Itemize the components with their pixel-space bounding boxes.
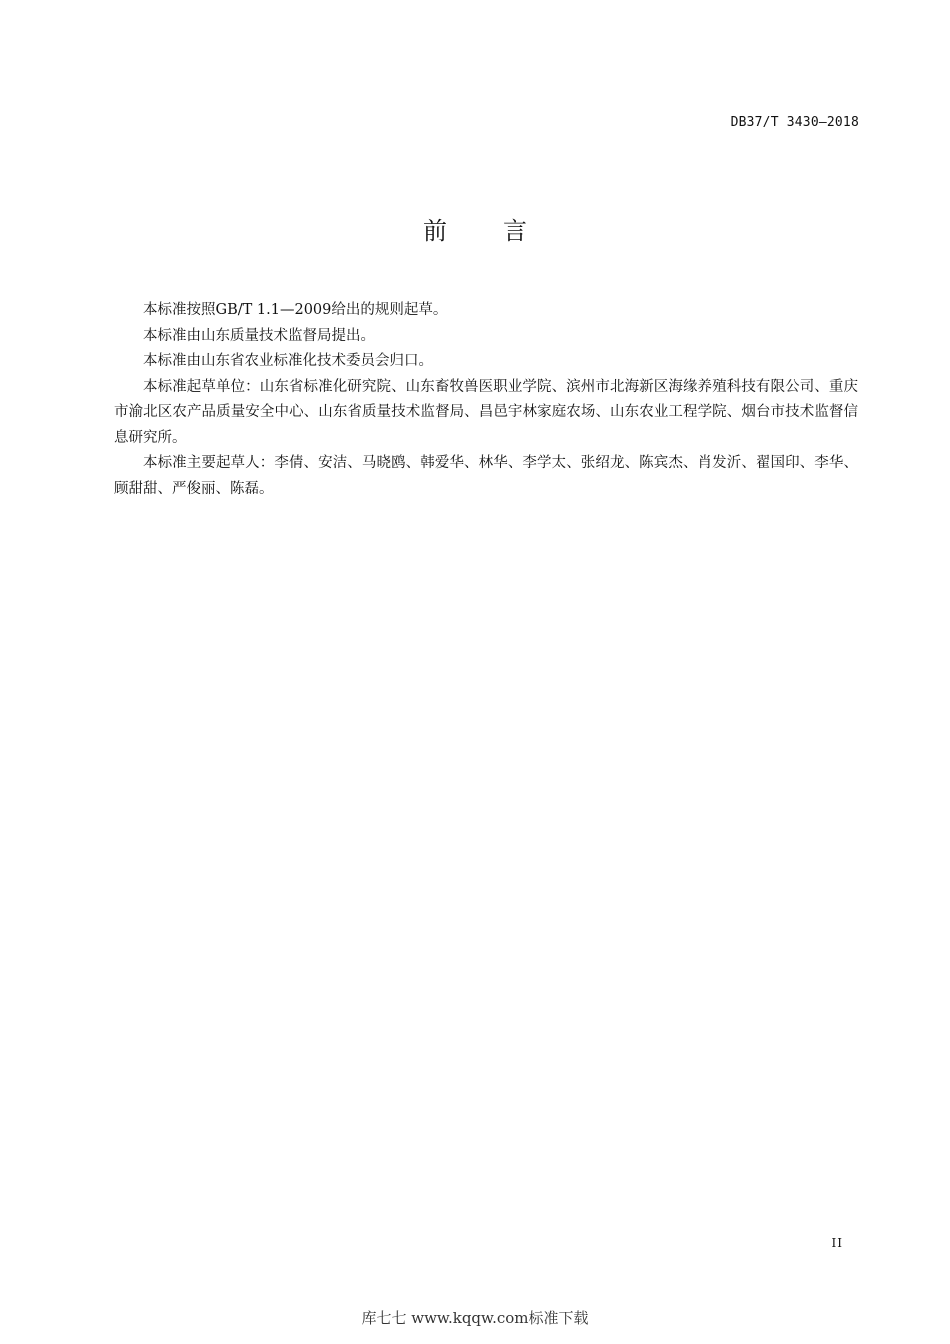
page-number: II <box>831 1236 843 1250</box>
standard-code: DB37/T 3430—2018 <box>730 115 859 130</box>
paragraph-proposer: 本标准由山东质量技术监督局提出。 <box>143 327 375 344</box>
paragraph-drafting-units: 本标准起草单位：山东省标准化研究院、山东畜牧兽医职业学院、滨州市北海新区海缘养殖科技有限公司、重庆市渝北区农产品质量安全中心、山东省质量技术监督局、昌邑宇林家庭农场、山东农业工程学院、烟台市技术监督信息研究所。 <box>114 378 858 446</box>
paragraph-drafting-rules: 本标准按照GB/T 1.1—2009给出的规则起草。 <box>143 302 448 318</box>
watermark-text: 库七七 www.kqqw.com标准下载 <box>361 1309 589 1327</box>
paragraph-main-drafters: 本标准主要起草人：李倩、安洁、马晓鸥、韩爱华、林华、李学太、张绍龙、陈宾杰、肖发沂、翟国印、李华、顾甜甜、严俊丽、陈磊。 <box>114 455 858 497</box>
preface-body <box>114 298 858 502</box>
paragraph-centralized-unit: 本标准由山东省农业标准化技术委员会归口。 <box>143 353 433 369</box>
page-title: 前言 <box>423 217 583 245</box>
